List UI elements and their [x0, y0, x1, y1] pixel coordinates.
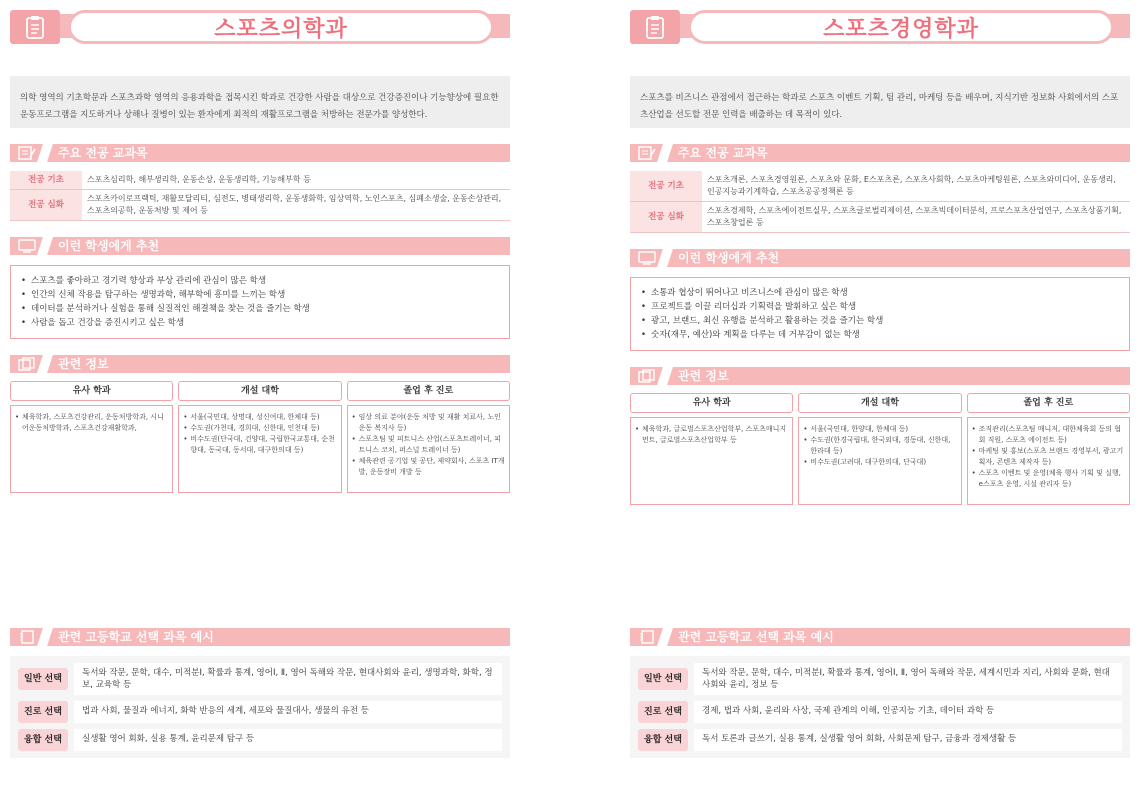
- list-item: • 스포츠 이벤트 및 운영(체육 행사 기획 및 실행, e스포츠 운영, 시설 관리자 등): [972, 468, 1125, 490]
- elective-list: 독서 토론과 글쓰기, 실용 통계, 실생활 영어 회화, 사회문제 탐구, 금융과 경제생활 등: [694, 729, 1122, 751]
- list-item: • 임상 의료 분야(운동 처방 및 재활 치료사, 노인 운동 복지사 등): [352, 412, 505, 434]
- list-item: • 광고, 브랜드, 최신 유행을 분석하고 활용하는 것을 즐기는 학생: [641, 314, 1119, 328]
- notebook-pen-icon: [14, 145, 40, 161]
- table-row: [630, 171, 1130, 202]
- course-category: 전공 기초: [10, 171, 82, 190]
- column-header: 졸업 후 진로: [347, 381, 510, 401]
- elective-row: [638, 729, 1122, 751]
- page-title: 스포츠경영학과: [823, 16, 979, 42]
- page-header: [630, 0, 1130, 52]
- recommend-list: [10, 265, 510, 339]
- section-header-info: [630, 367, 1130, 385]
- list-item: • 숫자(재무, 예산)와 계획을 다루는 데 거부감이 없는 학생: [641, 328, 1119, 342]
- courses-table: [10, 171, 510, 221]
- clipboard-icon: [630, 10, 680, 44]
- section-title: 관련 정보: [58, 357, 109, 371]
- elective-list: 독서와 작문, 문학, 대수, 미적분Ⅰ, 확률과 통계, 영어Ⅰ, Ⅱ, 영어 독해와 작문, 세계시민과 지리, 사회와 문화, 현대사회와 윤리, 정보 등: [694, 663, 1122, 695]
- list-item: • 서울(국민대, 상명대, 성신여대, 한체대 등): [183, 412, 336, 423]
- list-item: • 체육학과, 글로벌스포츠산업학부, 스포츠매니지먼트, 글로벌스포츠산업학부 등: [635, 424, 788, 446]
- monitor-icon: [634, 250, 660, 266]
- elective-row: [18, 701, 502, 723]
- elective-list: 법과 사회, 물질과 에너지, 화학 반응의 세계, 세포와 물질대사, 생물의 유전 등: [74, 701, 502, 723]
- elective-section-right: [630, 628, 1130, 758]
- list-item: • 수도권(가천대, 경희대, 신한대, 인천대 등): [183, 423, 336, 434]
- elective-list: 실생활 영어 회화, 실용 통계, 윤리문제 탐구 등: [74, 729, 502, 751]
- section-title: 관련 고등학교 선택 과목 예시: [58, 630, 214, 644]
- section-title: 주요 전공 교과목: [678, 146, 768, 160]
- section-header-courses: [10, 144, 510, 162]
- course-list: 스포츠심리학, 해부생리학, 운동손상, 운동생리학, 기능해부학 등: [82, 171, 510, 190]
- notebook-icon: [14, 629, 40, 645]
- notebook-pen-icon: [634, 145, 660, 161]
- intro-text: 의학 영역의 기초학문과 스포츠과학 영역의 응용과학을 접목시킨 학과로 건강한 사람을 대상으로 건강증진이나 기능향상에 필요한 운동프로그램을 지도하거나 상해나 질병이 있는 환자에게 최적의 재활프로그램을 처방하는 전문가를 양성한다.: [10, 76, 510, 128]
- course-category: 전공 기초: [630, 171, 702, 202]
- section-header-recommend: [630, 249, 1130, 267]
- info-columns: [630, 393, 1130, 505]
- section-header-electives: [630, 628, 1130, 646]
- page-sports-management: [630, 0, 1130, 505]
- section-header-info: [10, 355, 510, 373]
- section-title: 이런 학생에게 추천: [58, 239, 160, 253]
- column-header: 개설 대학: [798, 393, 961, 413]
- page-sports-medicine: [10, 0, 510, 493]
- section-title: 주요 전공 교과목: [58, 146, 148, 160]
- info-column: [798, 393, 961, 505]
- courses-table: [630, 171, 1130, 233]
- documents-icon: [634, 368, 660, 384]
- page-header: [10, 0, 510, 52]
- column-header: 유사 학과: [630, 393, 793, 413]
- documents-icon: [14, 356, 40, 372]
- info-column: [967, 393, 1130, 505]
- list-item: • 조직관리(스포츠팀 매니저, 대한체육회 등의 협회 직원, 스포츠 에이전트 등): [972, 424, 1125, 446]
- course-list: 스포츠경제학, 스포츠에이전트실무, 스포츠글로벌리제이션, 스포츠빅데이터분석, 프로스포츠산업연구, 스포츠상품기획, 스포츠창업론 등: [702, 202, 1130, 233]
- list-item: • 프로젝트를 이끌 리더십과 기획력을 발휘하고 싶은 학생: [641, 300, 1119, 314]
- info-columns: [10, 381, 510, 493]
- section-title: 관련 정보: [678, 369, 729, 383]
- elective-category: 일반 선택: [638, 668, 688, 690]
- elective-category: 융합 선택: [18, 729, 68, 751]
- notebook-icon: [634, 629, 660, 645]
- list-item: • 스포츠를 좋아하고 경기력 향상과 부상 관리에 관심이 많은 학생: [21, 274, 499, 288]
- info-column: [178, 381, 341, 493]
- info-column: [347, 381, 510, 493]
- course-list: 스포츠카이로프랙틱, 재활모달리티, 심전도, 병태생리학, 운동생화학, 임상역학, 노인스포츠, 심폐소생술, 운동손상관리, 스포츠의공학, 운동처방 및 제어 등: [82, 190, 510, 221]
- list-item: • 체육학과, 스포츠건강관리, 운동처방학과, 시니어운동처방학과, 스포츠건강재활학과,: [15, 412, 168, 434]
- elective-category: 진로 선택: [18, 701, 68, 723]
- elective-category: 융합 선택: [638, 729, 688, 751]
- list-item: • 비수도권(단국대, 건양대, 국립한국교통대, 순천향대, 동국대, 동서대, 대구한의대 등): [183, 434, 336, 456]
- section-title: 이런 학생에게 추천: [678, 251, 780, 265]
- page-title: 스포츠의학과: [214, 16, 348, 42]
- list-item: • 서울(국민대, 한양대, 한체대 등): [803, 424, 956, 435]
- clipboard-icon: [10, 10, 60, 44]
- table-row: [630, 202, 1130, 233]
- elective-list: 경제, 법과 사회, 윤리와 사상, 국제 관계의 이해, 인공지능 기초, 데이터 과학 등: [694, 701, 1122, 723]
- table-row: [10, 171, 510, 190]
- list-item: • 체육관련 공기업 및 공단, 제약회사, 스포츠 IT개발, 운동장비 개발 등: [352, 456, 505, 478]
- list-item: • 마케팅 및 홍보(스포츠 브랜드 경영부서, 광고기획자, 콘텐츠 제작자 등): [972, 446, 1125, 468]
- info-column: [10, 381, 173, 493]
- list-item: • 사람을 돕고 건강을 증진시키고 싶은 학생: [21, 316, 499, 330]
- section-header-electives: [10, 628, 510, 646]
- elective-row: [638, 663, 1122, 695]
- table-row: [10, 190, 510, 221]
- elective-row: [18, 729, 502, 751]
- column-header: 유사 학과: [10, 381, 173, 401]
- monitor-icon: [14, 238, 40, 254]
- elective-list: 독서와 작문, 문학, 대수, 미적분Ⅰ, 확률과 통계, 영어Ⅰ, Ⅱ, 영어 독해와 작문, 현대사회와 윤리, 생명과학, 화학, 정보, 교육학 등: [74, 663, 502, 695]
- course-category: 전공 심화: [630, 202, 702, 233]
- list-item: • 수도권(한경국립대, 한국외대, 경동대, 신한대, 한라대 등): [803, 435, 956, 457]
- intro-text: 스포츠를 비즈니스 관점에서 접근하는 학과로 스포츠 이벤트 기획, 팀 관리, 마케팅 등을 배우며, 지식기반 정보화 사회에서의 스포츠산업을 선도할 전문 인력을 배출하는 데 목적이 있다.: [630, 76, 1130, 128]
- elective-row: [18, 663, 502, 695]
- list-item: • 비수도권(고려대, 대구한의대, 단국대): [803, 457, 956, 468]
- elective-row: [638, 701, 1122, 723]
- section-header-recommend: [10, 237, 510, 255]
- section-title: 관련 고등학교 선택 과목 예시: [678, 630, 834, 644]
- list-item: • 인간의 신체 작용을 탐구하는 생명과학, 해부학에 흥미를 느끼는 학생: [21, 288, 499, 302]
- list-item: • 데이터를 분석하거나 실험을 통해 실질적인 해결책을 찾는 것을 즐기는 학생: [21, 302, 499, 316]
- course-category: 전공 심화: [10, 190, 82, 221]
- column-header: 개설 대학: [178, 381, 341, 401]
- column-header: 졸업 후 진로: [967, 393, 1130, 413]
- section-header-courses: [630, 144, 1130, 162]
- list-item: • 스포츠팀 및 피트니스 산업(스포츠트레이너, 피트니스 코치, 퍼스널 트레이너 등): [352, 434, 505, 456]
- elective-section-left: [10, 628, 510, 758]
- elective-category: 일반 선택: [18, 668, 68, 690]
- list-item: • 소통과 협상이 뛰어나고 비즈니스에 관심이 많은 학생: [641, 286, 1119, 300]
- course-list: 스포츠개론, 스포츠경영원론, 스포츠와 문화, E스포츠론, 스포츠사회학, 스포츠마케팅원론, 스포츠와미디어, 운동생리, 인공지능과기계학습, 스포츠공공정책론 등: [702, 171, 1130, 202]
- info-column: [630, 393, 793, 505]
- elective-category: 진로 선택: [638, 701, 688, 723]
- recommend-list: [630, 277, 1130, 351]
